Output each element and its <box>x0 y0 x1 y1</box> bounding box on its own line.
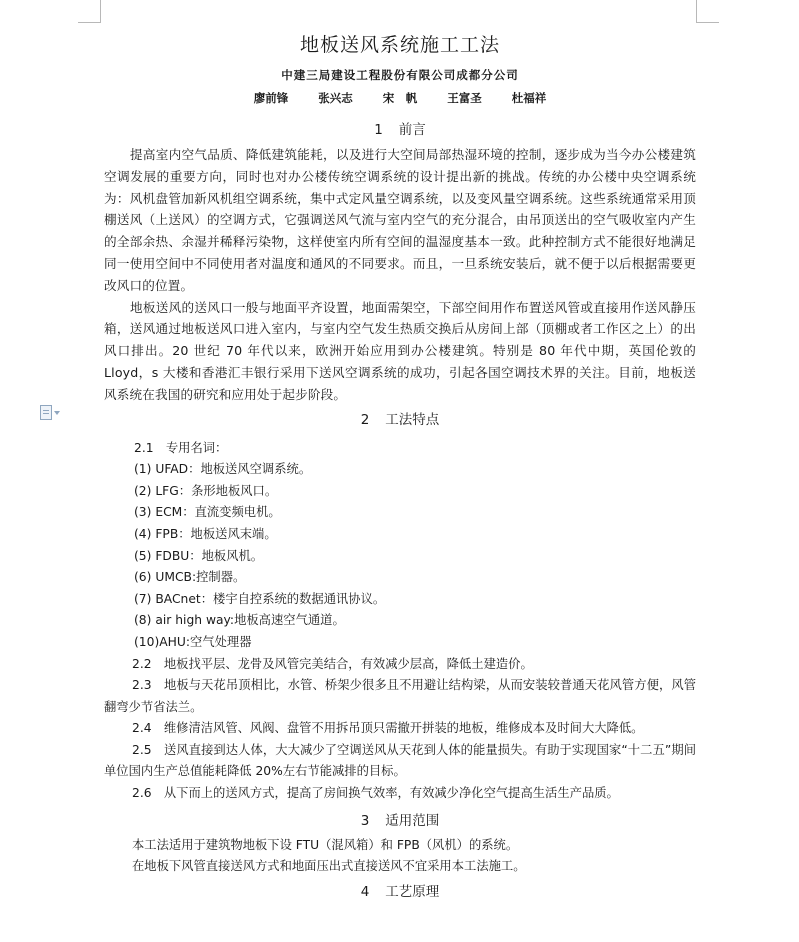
document-page <box>104 30 696 906</box>
crop-mark-top-right <box>696 0 719 23</box>
paragraph: 在地板下风管直接送风方式和地面压出式直接送风不宜采用本工法施工。 <box>132 859 526 874</box>
section-heading-3: 3 适用范围 <box>360 812 440 829</box>
section-heading-1: 1 前言 <box>374 122 426 138</box>
chevron-down-icon <box>54 411 60 415</box>
list-item: (2) LFG：条形地板风口。 <box>134 483 278 498</box>
list-item: (1) UFAD：地板送风空调系统。 <box>134 462 312 477</box>
author: 杜福祥 <box>511 91 547 105</box>
list-item: (4) FPB：地板送风末端。 <box>134 526 277 541</box>
list-item: (7) BACnet：楼宇自控系统的数据通讯协议。 <box>134 591 386 606</box>
section-heading-4: 4 工艺原理 <box>360 883 440 900</box>
list-item: (5) FDBU：地板风机。 <box>134 548 264 563</box>
feature-point: 2.3 地板与天花吊顶相比，水管、桥架少很多且不用避让结构梁，从而安装较普通天花风管方便，风管翻弯少节省法兰。 <box>104 678 696 714</box>
list-item: (6) UMCB:控制器。 <box>134 570 246 585</box>
document-icon[interactable] <box>40 405 60 420</box>
paragraph: 地板送风的送风口一般与地面平齐设置，地面需架空，下部空间用作布置送风管或直接用作送风静压箱，送风通过地板送风口进入室内，与室内空气发生热质交换后从房间上部（顶棚或者工作区之上）的出风口排出。20 世纪 70 年代以来，欧洲开始应用到办公楼建筑。特别是 80 年代中期，英国伦敦的 Lloyd，s 大楼和香港汇丰银行采用下送风空调系统的成功，引起各国空调技术界的关注。目前，地板送风系统在我国的研究和应用处于起步阶段。 <box>104 299 696 402</box>
organization: 中建三局建设工程股份有限公司成都分公司 <box>281 68 519 82</box>
feature-point: 2.4 维修清洁风管、风阀、盘管不用拆吊顶只需撤开拼装的地板，维修成本及时间大大降低。 <box>132 721 644 736</box>
author: 廖前锋 <box>253 91 289 105</box>
list-item: (8) air high way:地板高速空气通道。 <box>134 613 345 628</box>
author: 张兴志 <box>318 91 353 105</box>
crop-mark-top-left <box>78 0 101 23</box>
feature-point: 2.5 送风直接到达人体，大大减少了空调送风从天花到人体的能量损失。有助于实现国家“十二五”期间单位国内生产总值能耗降低 20%左右节能减排的目标。 <box>104 742 696 779</box>
author: 王富圣 <box>447 91 482 105</box>
feature-point: 2.6 从下而上的送风方式，提高了房间换气效率，有效减少净化空气提高生活生产品质。 <box>132 786 619 801</box>
paragraph: 提高室内空气品质、降低建筑能耗，以及进行大空间局部热湿环境的控制，逐步成为当今办公楼建筑空调发展的重要方向，同时也对办公楼传统空调系统的设计提出新的挑战。传统的办公楼中央空调系统为：风机盘管加新风机组空调系统，集中式定风量空调系统，以及变风量空调系统。这些系统通常采用顶棚送风（上送风）的空调方式，它强调送风气流与室内空气的充分混合，由吊顶送出的空气吸收室内产生的全部余热、余湿并稀释污染物，这样使室内所有空间的温湿度基本一致。此种控制方式不能很好地满足同一使用空间中不同使用者对温度和通风的不同要求。而且，一旦系统安装后，就不便于以后根据需要更改风口的位置。 <box>104 147 696 293</box>
section-heading-2: 2 工法特点 <box>360 411 440 428</box>
terms-intro: 2.1 专用名词： <box>134 440 228 455</box>
list-item: (10)AHU:空气处理器 <box>134 634 252 649</box>
list-item: (3) ECM：直流变频电机。 <box>134 505 281 520</box>
feature-point: 2.2 地板找平层、龙骨及风管完美结合，有效减少层高，降低土建造价。 <box>132 656 533 671</box>
document-title: 地板送风系统施工工法 <box>299 34 500 56</box>
paragraph: 本工法适用于建筑物地板下设 FTU（混风箱）和 FPB（风机）的系统。 <box>132 837 519 852</box>
author: 宋 帆 <box>382 91 418 105</box>
authors <box>104 88 696 108</box>
